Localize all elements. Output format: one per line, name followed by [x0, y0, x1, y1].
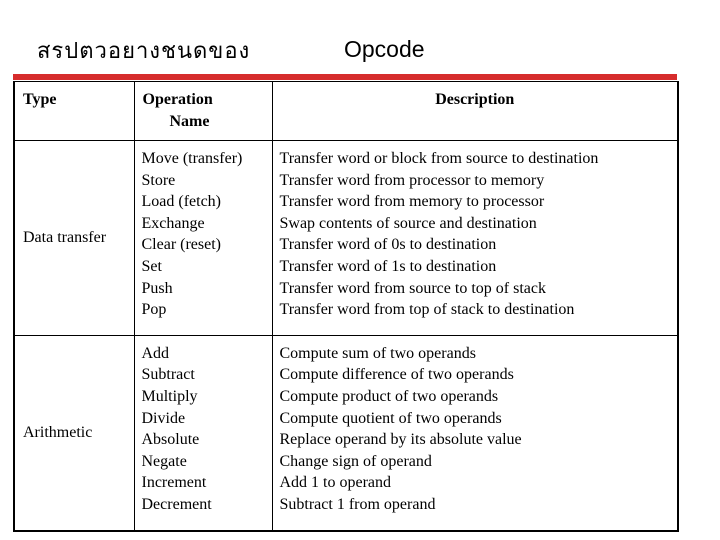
- operation-name: Load (fetch): [141, 193, 222, 211]
- header-operation-name: [134, 82, 272, 141]
- operation-name: Add: [141, 344, 170, 362]
- operation-name: Pop: [141, 301, 167, 319]
- operation-description: Compute product of two operands: [279, 387, 499, 405]
- operation-name: Set: [141, 257, 162, 275]
- operation-description: Replace operand by its absolute value: [279, 431, 522, 449]
- header-operation-name-line2: Name: [169, 112, 210, 130]
- operation-name: Clear (reset): [141, 236, 222, 254]
- operation-name: Move (transfer): [141, 150, 243, 167]
- operation-name: Multiply: [141, 387, 198, 405]
- operation-description: Compute difference of two operands: [279, 366, 514, 384]
- table-header-row: [14, 82, 678, 141]
- opcode-table: [13, 81, 679, 532]
- operation-description: Compute sum of two operands: [279, 344, 476, 362]
- operation-description: Subtract 1 from operand: [279, 495, 436, 513]
- group-type-label: Data transfer: [14, 141, 134, 336]
- operation-list: [134, 335, 272, 530]
- operation-name: Push: [141, 279, 173, 297]
- operation-description: Transfer word from memory to processor: [279, 193, 545, 211]
- slide-title-thai: สรปตวอยางชนดของ: [37, 39, 251, 64]
- description-list: [272, 335, 678, 530]
- operation-description: Transfer word from top of stack to destination: [279, 301, 575, 319]
- header-type: Type: [14, 82, 134, 141]
- operation-description: Change sign of operand: [279, 452, 432, 470]
- operation-description: Add 1 to operand: [279, 474, 392, 492]
- operation-list: [134, 141, 272, 336]
- operation-name: Increment: [141, 474, 207, 492]
- operation-name: Negate: [141, 452, 187, 470]
- operation-name: Divide: [141, 409, 186, 427]
- operation-name: Store: [141, 171, 176, 189]
- group-type-label: Arithmetic: [14, 335, 134, 530]
- operation-description: Transfer word of 1s to destination: [279, 257, 497, 275]
- operation-name: Absolute: [141, 431, 200, 449]
- operation-name: Exchange: [141, 214, 205, 232]
- description-list: [272, 141, 678, 336]
- table-row-data-transfer: [14, 141, 678, 336]
- operation-description: Transfer word from source to top of stack: [279, 279, 546, 297]
- operation-name: Subtract: [141, 366, 195, 384]
- title-underline-rule: [13, 74, 677, 80]
- header-operation-name-line1: Operation: [142, 91, 213, 108]
- operation-description: Transfer word of 0s to destination: [279, 236, 497, 254]
- slide-title-opcode: Opcode: [344, 36, 425, 62]
- operation-description: Compute quotient of two operands: [279, 409, 502, 427]
- operation-name: Decrement: [141, 495, 212, 513]
- header-description: Description: [272, 82, 678, 141]
- operation-description: Transfer word or block from source to destination: [279, 150, 599, 167]
- table-row-arithmetic: [14, 335, 678, 530]
- operation-description: Transfer word from processor to memory: [279, 171, 545, 189]
- operation-description: Swap contents of source and destination: [279, 214, 537, 232]
